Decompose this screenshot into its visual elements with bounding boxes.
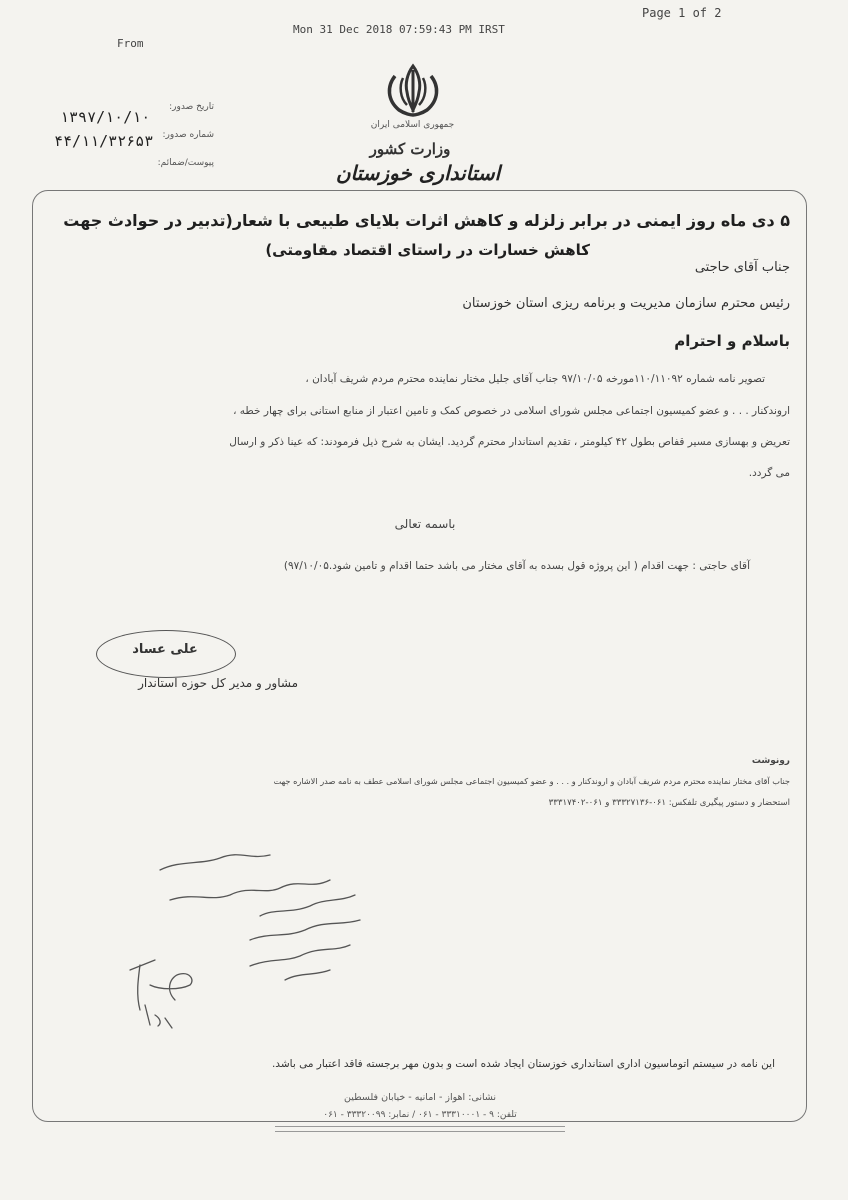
handwritten-annotation-icon <box>100 840 400 1040</box>
subject-line-1: ۵ دی ماه روز ایمنی در برابر زلزله و کاهش اثرات بلایای طبیعی با شعار(تدبیر در حوادث جهت <box>63 211 790 230</box>
governor-directive: آقای حاجتی : جهت اقدام ( این پروژه قول بسده به آقای مختار می باشد حتما اقدام و تامین شود.۹۷/۱۰/۰۵) <box>283 560 750 572</box>
footer-divider-2 <box>275 1131 565 1132</box>
body-line-4: می گردد. <box>748 467 790 479</box>
body-line-3: تعریض و بهسازی مسیر قفاص بطول ۴۲ کیلومتر ، تقدیم استاندار محترم گردید. ایشان به شرح ذیل فرمودند: که عینا ذکر و ارسال <box>229 436 790 448</box>
recipient-name: جناب آقای حاجتی <box>694 260 790 275</box>
recipient-title: رئیس محترم سازمان مدیریت و برنامه ریزی استان خوزستان <box>462 296 790 311</box>
letter-meta <box>54 100 214 180</box>
issue-date-label: تاریخ صدور: <box>169 102 214 112</box>
iran-emblem-icon <box>381 62 445 118</box>
org-small-title: جمهوری اسلامی ایران <box>370 120 455 130</box>
issue-date-value: ۱۳۹۷/۱۰/۱۰ <box>60 108 151 126</box>
footer-divider <box>275 1126 565 1127</box>
subject-line-2: کاهش خسارات در راستای اقتصاد مقاومتی) <box>265 241 590 259</box>
greeting: باسلام و احترام <box>674 332 790 350</box>
system-note: این نامه در سیستم اتوماسیون اداری استانداری خوزستان ایجاد شده است و بدون مهر برجسته فاقد اعتبار می باشد. <box>271 1058 775 1070</box>
governorate-title: استانداری خوزستان <box>335 161 501 185</box>
copy-label: رونوشت <box>751 756 790 766</box>
body-line-2: اروندکنار . . . و عضو کمیسیون اجتماعی مجلس شورای اسلامی در خصوص کمک و تامین اعتبار از منابع استانی برای چهار خطه ، <box>233 405 790 417</box>
footer-phones: تلفن: ۹ - ۳۳۳۱۰۰۰۱ - ۰۶۱ / نمابر: ۳۳۳۲۰۰۹۹ - ۰۶۱ <box>323 1110 517 1120</box>
signer-title: مشاور و مدیر کل حوزه استاندار <box>138 676 298 690</box>
fax-page-number: Page 1 of 2 <box>642 6 722 20</box>
body-line-1: تصویر نامه شماره ۱۱۰/۱۱۰۹۲مورخه ۹۷/۱۰/۰۵ جناب آقای جلیل مختار نماینده محترم مردم شریف آبادان ، <box>305 373 765 385</box>
copy-line-2: استحضار و دستور پیگیری تلفکس: ۰۶۱-۳۳۳۲۷۱۳۶ و ۰۶۱-۳۳۳۱۷۴۰۲ <box>548 798 790 808</box>
footer-address: نشانی: اهواز - امانیه - خیابان فلسطین <box>344 1092 496 1103</box>
invocation: باسمه تعالی <box>394 517 456 531</box>
fax-from-label: From <box>117 37 144 50</box>
issue-number-label: شماره صدور: <box>162 130 214 140</box>
ministry-title: وزارت کشور <box>369 140 451 158</box>
issue-number-value: ۴۴/۱۱/۳۲۶۵۳ <box>54 132 154 150</box>
signer-name: علی عساد <box>132 642 198 657</box>
attachment-label: پیوست/ضمائم: <box>157 158 214 168</box>
fax-timestamp: Mon 31 Dec 2018 07:59:43 PM IRST <box>293 23 505 36</box>
copy-line-1: جناب آقای مختار نماینده محترم مردم شریف آبادان و اروندکنار و . . . و عضو کمیسیون اجتماعی مجلس شورای اسلامی عطف به نامه صدر الاشاره جهت <box>273 776 790 786</box>
